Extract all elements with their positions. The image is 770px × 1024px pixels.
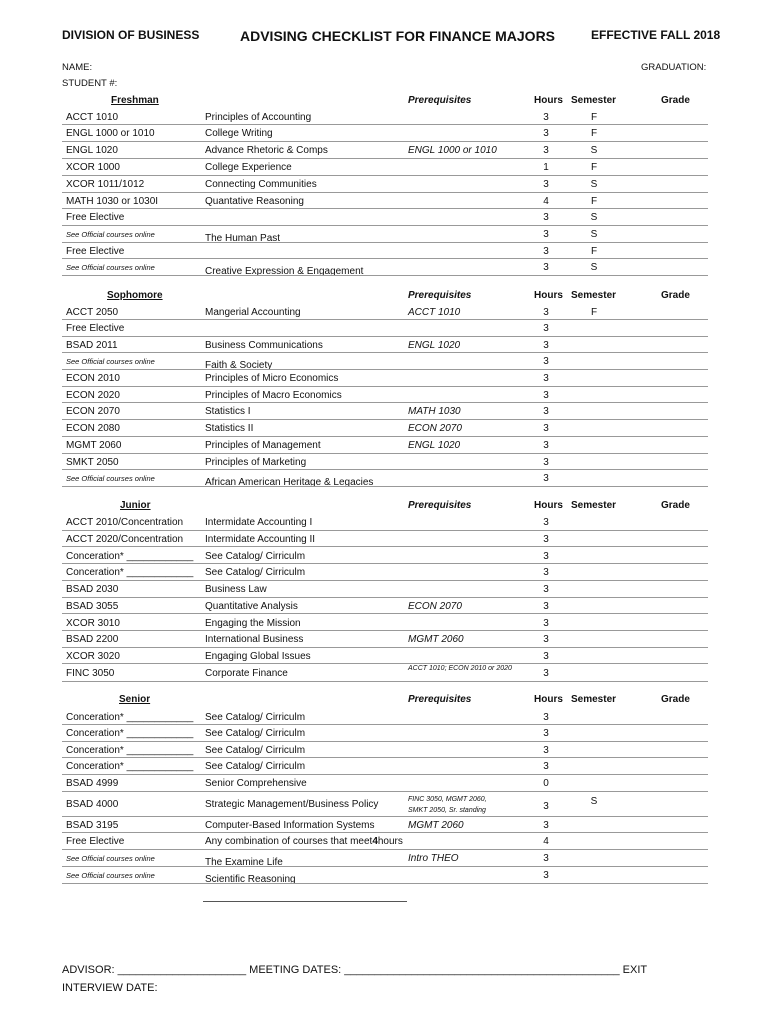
signature-line <box>203 901 407 902</box>
row-divider <box>62 647 708 648</box>
course-name: Quantitative Analysis <box>205 601 298 612</box>
course-name: Corporate Finance <box>205 668 288 679</box>
hours-value: 3 <box>543 128 549 139</box>
row-divider <box>62 369 708 370</box>
course-code: See Official courses online <box>66 474 155 483</box>
course-code: ENGL 1020 <box>66 145 118 156</box>
row-divider <box>62 158 708 159</box>
section-title: Freshman <box>111 95 159 106</box>
semester-header: Semester <box>571 694 617 705</box>
course-name: See Catalog/ Cirriculm <box>205 567 306 578</box>
prerequisite: ECON 2070 <box>408 601 462 612</box>
hours-value: 4 <box>543 196 549 207</box>
course-name <box>205 836 403 847</box>
semester-value: S <box>590 262 598 273</box>
semester-header: Semester <box>571 500 617 511</box>
graduation-label: GRADUATION: <box>641 62 707 73</box>
row-divider <box>62 866 708 867</box>
course-code: See Official courses online <box>66 854 155 863</box>
hours-value: 3 <box>543 853 549 864</box>
semester-value: F <box>590 162 598 173</box>
row-divider <box>62 453 708 454</box>
course-code: Conceration* ____________ <box>66 712 194 723</box>
hours-value: 3 <box>543 229 549 240</box>
prerequisite: ENGL 1000 or 1010 <box>408 145 497 156</box>
course-name: African American Heritage & Legacies <box>205 477 374 488</box>
course-code: ECON 2010 <box>66 373 120 384</box>
course-name: Principles of Micro Economics <box>205 373 339 384</box>
hours-value: 3 <box>543 618 549 629</box>
course-name: See Catalog/ Cirriculm <box>205 728 306 739</box>
course-code: ACCT 2010/Concentration <box>66 517 184 528</box>
course-code: See Official courses online <box>66 230 155 239</box>
hours-value: 3 <box>543 262 549 273</box>
course-code: BSAD 2200 <box>66 634 119 645</box>
course-code: Free Elective <box>66 323 125 334</box>
course-code: ENGL 1000 or 1010 <box>66 128 155 139</box>
page-title: ADVISING CHECKLIST FOR FINANCE MAJORS <box>240 28 556 44</box>
course-name: Senior Comprehensive <box>205 778 307 789</box>
course-name: Scientific Reasoning <box>205 874 296 885</box>
row-divider <box>62 681 708 682</box>
course-code: BSAD 3055 <box>66 601 119 612</box>
grade-header: Grade <box>661 95 690 106</box>
course-name: Quantative Reasoning <box>205 196 304 207</box>
semester-value: S <box>590 145 598 156</box>
course-name: College Writing <box>205 128 273 139</box>
course-name: International Business <box>205 634 304 645</box>
hours-value: 3 <box>543 145 549 156</box>
course-name-text: Any combination of courses that meet <box>205 836 373 847</box>
hours-value: 3 <box>543 634 549 645</box>
course-code: Conceration* ____________ <box>66 551 194 562</box>
row-divider <box>62 774 708 775</box>
hours-value: 3 <box>543 406 549 417</box>
prerequisite: MATH 1030 <box>408 406 461 417</box>
prerequisite: ENGL 1020 <box>408 340 461 351</box>
row-divider <box>62 724 708 725</box>
semester-value: F <box>590 128 598 139</box>
course-name: Connecting Communities <box>205 179 317 190</box>
hours-value: 3 <box>543 373 549 384</box>
course-code: SMKT 2050 <box>66 457 119 468</box>
effective-date: EFFECTIVE FALL 2018 <box>591 28 721 42</box>
course-code: Conceration* ____________ <box>66 728 194 739</box>
row-divider <box>62 613 708 614</box>
row-divider <box>62 580 708 581</box>
course-code: Free Elective <box>66 246 125 257</box>
hours-value: 3 <box>543 179 549 190</box>
course-code: MGMT 2060 <box>66 440 122 451</box>
hours-value: 3 <box>543 212 549 223</box>
hours-value: 3 <box>543 870 549 881</box>
row-divider <box>62 469 708 470</box>
course-name: Faith & Society <box>205 360 273 371</box>
hours-value: 3 <box>543 728 549 739</box>
hours-value: 3 <box>543 551 549 562</box>
prerequisites-header: Prerequisites <box>408 290 472 301</box>
prerequisite: Intro THEO <box>408 853 459 864</box>
prerequisite: ECON 2070 <box>408 423 462 434</box>
course-name: See Catalog/ Cirriculm <box>205 712 306 723</box>
hours-value: 3 <box>543 668 549 679</box>
course-name: Principles of Macro Economics <box>205 390 342 401</box>
row-divider <box>62 832 708 833</box>
row-divider <box>62 336 708 337</box>
course-name: Statistics I <box>205 406 251 417</box>
row-divider <box>62 757 708 758</box>
course-name-tail: hours <box>377 836 403 847</box>
course-code: XCOR 1000 <box>66 162 120 173</box>
hours-value: 3 <box>543 473 549 484</box>
hours-header: Hours <box>534 500 563 511</box>
course-code: ACCT 1010 <box>66 112 119 123</box>
course-code: MATH 1030 or 1030I <box>66 196 159 207</box>
hours-value: 3 <box>543 340 549 351</box>
hours-value: 3 <box>543 423 549 434</box>
course-name: Creative Expression & Engagement <box>205 266 364 277</box>
section-title: Sophomore <box>107 290 163 301</box>
hours-value: 3 <box>543 567 549 578</box>
course-name: See Catalog/ Cirriculm <box>205 551 306 562</box>
hours-value: 3 <box>543 440 549 451</box>
row-divider <box>62 816 708 817</box>
hours-value: 3 <box>543 390 549 401</box>
row-divider <box>62 225 708 226</box>
course-name: Statistics II <box>205 423 254 434</box>
course-code: Conceration* ____________ <box>66 745 194 756</box>
semester-value: F <box>590 196 598 207</box>
course-code: Free Elective <box>66 212 125 223</box>
course-name: Computer-Based Information Systems <box>205 820 375 831</box>
prerequisite-cont: SMKT 2050, Sr. standing <box>408 807 486 814</box>
row-divider <box>62 319 708 320</box>
course-name: Strategic Management/Business Policy <box>205 799 379 810</box>
course-name: The Human Past <box>205 233 281 244</box>
prerequisite: ACCT 1010 <box>408 307 461 318</box>
row-divider <box>62 141 708 142</box>
advisor-meeting-line: ADVISOR: _____________________ MEETING DATES: _____________________________________________ EXIT <box>62 964 648 976</box>
section-title: Senior <box>119 694 151 705</box>
course-code: ACCT 2020/Concentration <box>66 534 184 545</box>
hours-value: 3 <box>543 584 549 595</box>
row-divider <box>62 175 708 176</box>
hours-value: 3 <box>543 651 549 662</box>
row-divider <box>62 124 708 125</box>
course-code: BSAD 2011 <box>66 340 118 351</box>
hours-value: 3 <box>543 534 549 545</box>
course-name: Engaging the Mission <box>205 618 301 629</box>
grade-header: Grade <box>661 500 690 511</box>
hours-value: 3 <box>543 820 549 831</box>
course-name: Advance Rhetoric & Comps <box>205 145 328 156</box>
prerequisite: ENGL 1020 <box>408 440 461 451</box>
row-divider <box>62 630 708 631</box>
name-label: NAME: <box>62 62 93 73</box>
prerequisite: ACCT 1010; ECON 2010 or 2020 <box>408 665 512 672</box>
prerequisite: MGMT 2060 <box>408 820 464 831</box>
row-divider <box>62 597 708 598</box>
course-name: Business Communications <box>205 340 323 351</box>
course-name: Principles of Accounting <box>205 112 312 123</box>
course-code: See Official courses online <box>66 871 155 880</box>
row-divider <box>62 208 708 209</box>
semester-header: Semester <box>571 290 617 301</box>
course-name: The Examine Life <box>205 857 283 868</box>
course-code: XCOR 3020 <box>66 651 120 662</box>
course-code: ACCT 2050 <box>66 307 119 318</box>
prerequisites-header: Prerequisites <box>408 500 472 511</box>
hours-value: 3 <box>543 356 549 367</box>
row-divider <box>62 530 708 531</box>
semester-value: S <box>590 229 598 240</box>
hours-value: 4 <box>543 836 549 847</box>
hours-header: Hours <box>534 95 563 106</box>
course-code: Conceration* ____________ <box>66 567 194 578</box>
grade-header: Grade <box>661 290 690 301</box>
course-name: Engaging Global Issues <box>205 651 311 662</box>
hours-value: 3 <box>543 246 549 257</box>
course-code: Free Elective <box>66 836 125 847</box>
row-divider <box>62 883 708 884</box>
row-divider <box>62 192 708 193</box>
hours-value: 3 <box>543 761 549 772</box>
course-name: Intermidate Accounting I <box>205 517 313 528</box>
course-code: See Official courses online <box>66 357 155 366</box>
course-name: Mangerial Accounting <box>205 307 301 318</box>
hours-value: 3 <box>543 601 549 612</box>
row-divider <box>62 275 708 276</box>
course-code: Conceration* ____________ <box>66 761 194 772</box>
semester-value: S <box>590 179 598 190</box>
course-name: Intermidate Accounting II <box>205 534 316 545</box>
course-code: BSAD 3195 <box>66 820 119 831</box>
course-code: BSAD 4000 <box>66 799 119 810</box>
row-divider <box>62 352 708 353</box>
hours-value: 3 <box>543 457 549 468</box>
hours-value: 1 <box>543 162 549 173</box>
course-name: Business Law <box>205 584 267 595</box>
row-divider <box>62 486 708 487</box>
course-code: BSAD 4999 <box>66 778 119 789</box>
row-divider <box>62 849 708 850</box>
course-code: XCOR 1011/1012 <box>66 179 145 190</box>
course-name: See Catalog/ Cirriculm <box>205 745 306 756</box>
row-divider <box>62 436 708 437</box>
row-divider <box>62 546 708 547</box>
course-code: See Official courses online <box>66 263 155 272</box>
course-code: FINC 3050 <box>66 668 115 679</box>
row-divider <box>62 386 708 387</box>
row-divider <box>62 663 708 664</box>
prerequisite: FINC 3050, MGMT 2060, <box>408 796 487 803</box>
semester-value: S <box>590 212 598 223</box>
hours-count: 4 <box>372 836 378 847</box>
course-name: Principles of Management <box>205 440 321 451</box>
row-divider <box>62 419 708 420</box>
row-divider <box>62 242 708 243</box>
hours-header: Hours <box>534 694 563 705</box>
row-divider <box>62 791 708 792</box>
interview-date-label: INTERVIEW DATE: <box>62 982 158 994</box>
course-code: ECON 2020 <box>66 390 120 401</box>
hours-value: 3 <box>543 323 549 334</box>
course-code: ECON 2070 <box>66 406 120 417</box>
prerequisites-header: Prerequisites <box>408 95 472 106</box>
hours-value: 3 <box>543 712 549 723</box>
hours-value: 3 <box>543 517 549 528</box>
semester-value: F <box>590 112 598 123</box>
hours-value: 3 <box>543 801 549 812</box>
course-code: ECON 2080 <box>66 423 120 434</box>
hours-value: 0 <box>543 778 549 789</box>
hours-value: 3 <box>543 112 549 123</box>
row-divider <box>62 741 708 742</box>
course-code: XCOR 3010 <box>66 618 120 629</box>
student-number-label: STUDENT #: <box>62 78 118 89</box>
division-label: DIVISION OF BUSINESS <box>62 28 200 42</box>
prerequisite: MGMT 2060 <box>408 634 464 645</box>
prerequisites-header: Prerequisites <box>408 694 472 705</box>
hours-value: 3 <box>543 745 549 756</box>
row-divider <box>62 563 708 564</box>
course-name: Principles of Marketing <box>205 457 307 468</box>
row-divider <box>62 258 708 259</box>
hours-value: 3 <box>543 307 549 318</box>
semester-header: Semester <box>571 95 617 106</box>
course-name: See Catalog/ Cirriculm <box>205 761 306 772</box>
semester-value: F <box>590 246 598 257</box>
course-code: BSAD 2030 <box>66 584 119 595</box>
semester-value: S <box>590 796 598 807</box>
row-divider <box>62 402 708 403</box>
semester-value: F <box>590 307 598 318</box>
course-name: College Experience <box>205 162 292 173</box>
grade-header: Grade <box>661 694 690 705</box>
section-title: Junior <box>120 500 151 511</box>
hours-header: Hours <box>534 290 563 301</box>
